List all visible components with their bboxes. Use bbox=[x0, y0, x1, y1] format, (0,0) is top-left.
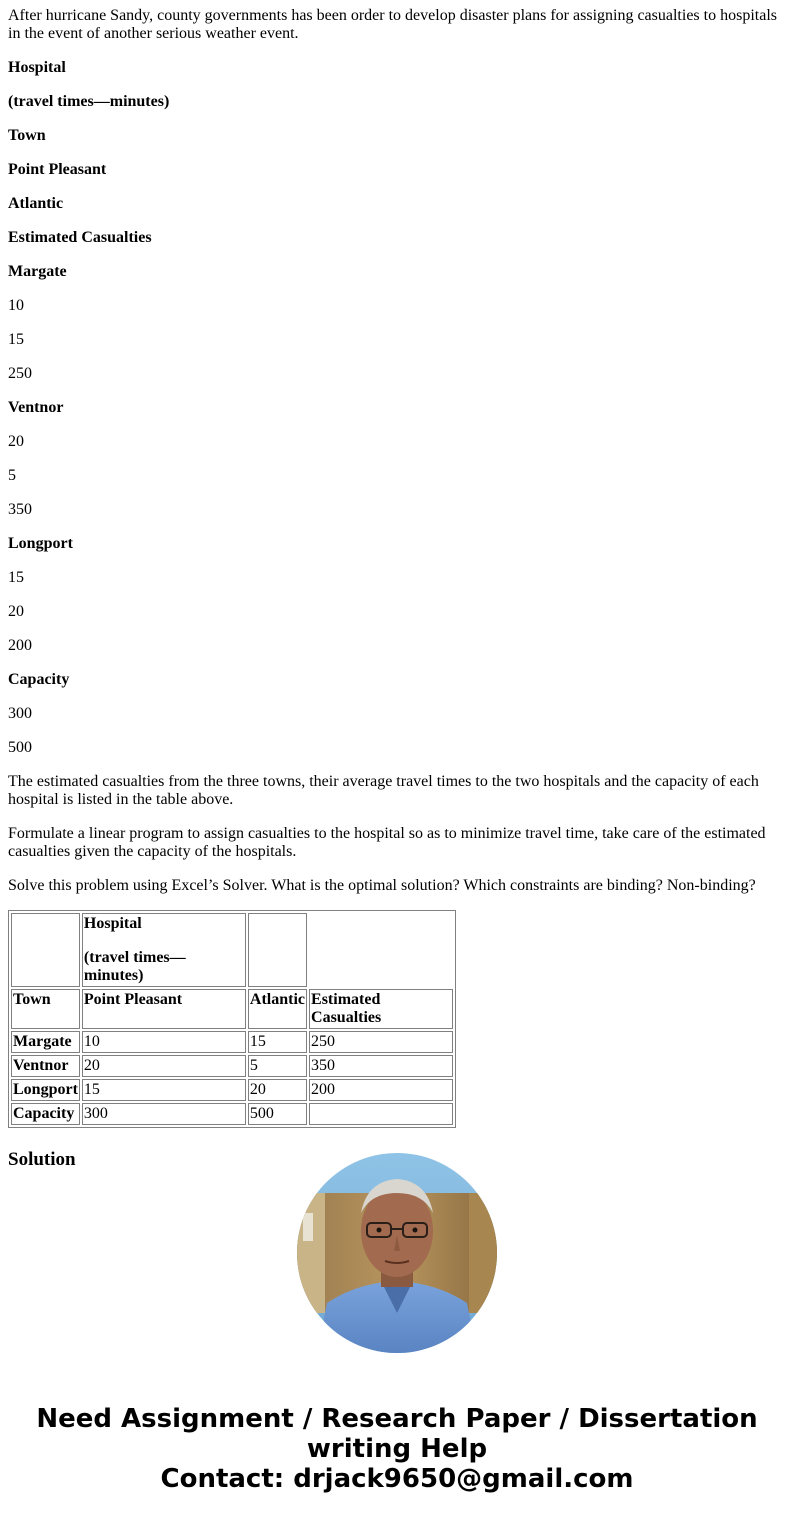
label-point-pleasant: Point Pleasant bbox=[8, 161, 107, 178]
value-ventnor-pp: 20 bbox=[8, 433, 24, 450]
table-cell-point-pleasant: 15 bbox=[82, 1079, 246, 1101]
table-cell-empty bbox=[248, 913, 307, 987]
table-header-town: Town bbox=[11, 989, 80, 1029]
label-capacity: Capacity bbox=[8, 671, 70, 688]
promo-line-1: Need Assignment / Research Paper / Dissertation bbox=[36, 1404, 758, 1434]
table-cell-town: Capacity bbox=[11, 1103, 80, 1125]
table-row bbox=[11, 1055, 453, 1077]
value-longport-pp: 15 bbox=[8, 569, 24, 586]
value-capacity-atl: 500 bbox=[8, 739, 32, 756]
table-cell-town: Ventnor bbox=[11, 1055, 80, 1077]
value-ventnor-est: 350 bbox=[8, 501, 32, 518]
value-capacity-pp: 300 bbox=[8, 705, 32, 722]
table-cell-atlantic: 5 bbox=[248, 1055, 307, 1077]
table-cell-estimated: 350 bbox=[309, 1055, 453, 1077]
label-atlantic: Atlantic bbox=[8, 195, 64, 212]
table-cell-atlantic: 15 bbox=[248, 1031, 307, 1053]
promo-contact-line: Contact: drjack9650@gmail.com bbox=[160, 1464, 634, 1494]
table-header-row-hospital bbox=[11, 913, 453, 987]
table-cell-town: Margate bbox=[11, 1031, 80, 1053]
label-travel-times: (travel times—minutes) bbox=[8, 93, 170, 110]
table-header-atlantic: Atlantic bbox=[248, 989, 307, 1029]
table-header-point-pleasant: Point Pleasant bbox=[82, 989, 246, 1029]
avatar bbox=[297, 1153, 497, 1353]
label-ventnor: Ventnor bbox=[8, 399, 64, 416]
table-cell-point-pleasant: 300 bbox=[82, 1103, 246, 1125]
label-margate: Margate bbox=[8, 263, 67, 280]
table-header-hospital-label: Hospital bbox=[83, 915, 142, 932]
value-margate-atl: 15 bbox=[8, 331, 24, 348]
value-margate-est: 250 bbox=[8, 365, 32, 382]
table-cell-estimated: 200 bbox=[309, 1079, 453, 1101]
value-longport-atl: 20 bbox=[8, 603, 24, 620]
table-cell-empty bbox=[11, 913, 80, 987]
table-row bbox=[11, 1031, 453, 1053]
table-header-row bbox=[11, 989, 453, 1029]
table-cell-atlantic: 500 bbox=[248, 1103, 307, 1125]
table-header-estimated-casualties: Estimated Casualties bbox=[309, 989, 453, 1029]
solution-heading: Solution bbox=[8, 1149, 76, 1170]
table-cell-point-pleasant: 10 bbox=[82, 1031, 246, 1053]
paragraph-solve: Solve this problem using Excel’s Solver. What is the optimal solution? Which constraints are binding? Non-binding? bbox=[8, 877, 756, 894]
value-longport-est: 200 bbox=[8, 637, 32, 654]
hospital-table bbox=[8, 910, 456, 1128]
value-ventnor-atl: 5 bbox=[8, 467, 16, 484]
paragraph-table-description: The estimated casualties from the three towns, their average travel times to the two hospitals and the capacity of each hospital is listed in the table above. bbox=[8, 773, 759, 808]
label-town: Town bbox=[8, 127, 46, 144]
table-cell-empty bbox=[309, 913, 453, 987]
table-cell-atlantic: 20 bbox=[248, 1079, 307, 1101]
table-cell-point-pleasant: 20 bbox=[82, 1055, 246, 1077]
table-cell-estimated bbox=[309, 1103, 453, 1125]
table-row bbox=[11, 1103, 453, 1125]
table-header-travel-label: (travel times—minutes) bbox=[83, 949, 186, 984]
label-longport: Longport bbox=[8, 535, 73, 552]
promo-banner bbox=[0, 1404, 794, 1494]
table-row bbox=[11, 1079, 453, 1101]
intro-paragraph: After hurricane Sandy, county governments has been order to develop disaster plans for assigning casualties to hospitals in the event of another serious weather event. bbox=[8, 7, 777, 42]
promo-line-2: writing Help bbox=[306, 1434, 488, 1464]
value-margate-pp: 10 bbox=[8, 297, 24, 314]
paragraph-formulate: Formulate a linear program to assign casualties to the hospital so as to minimize travel time, take care of the estimated casualties given the capacity of the hospitals. bbox=[8, 825, 766, 860]
table-cell-estimated: 250 bbox=[309, 1031, 453, 1053]
label-hospital: Hospital bbox=[8, 59, 66, 76]
table-cell-town: Longport bbox=[11, 1079, 80, 1101]
table-header-hospital bbox=[82, 913, 246, 987]
label-estimated-casualties: Estimated Casualties bbox=[8, 229, 152, 246]
portrait-image bbox=[297, 1153, 497, 1353]
